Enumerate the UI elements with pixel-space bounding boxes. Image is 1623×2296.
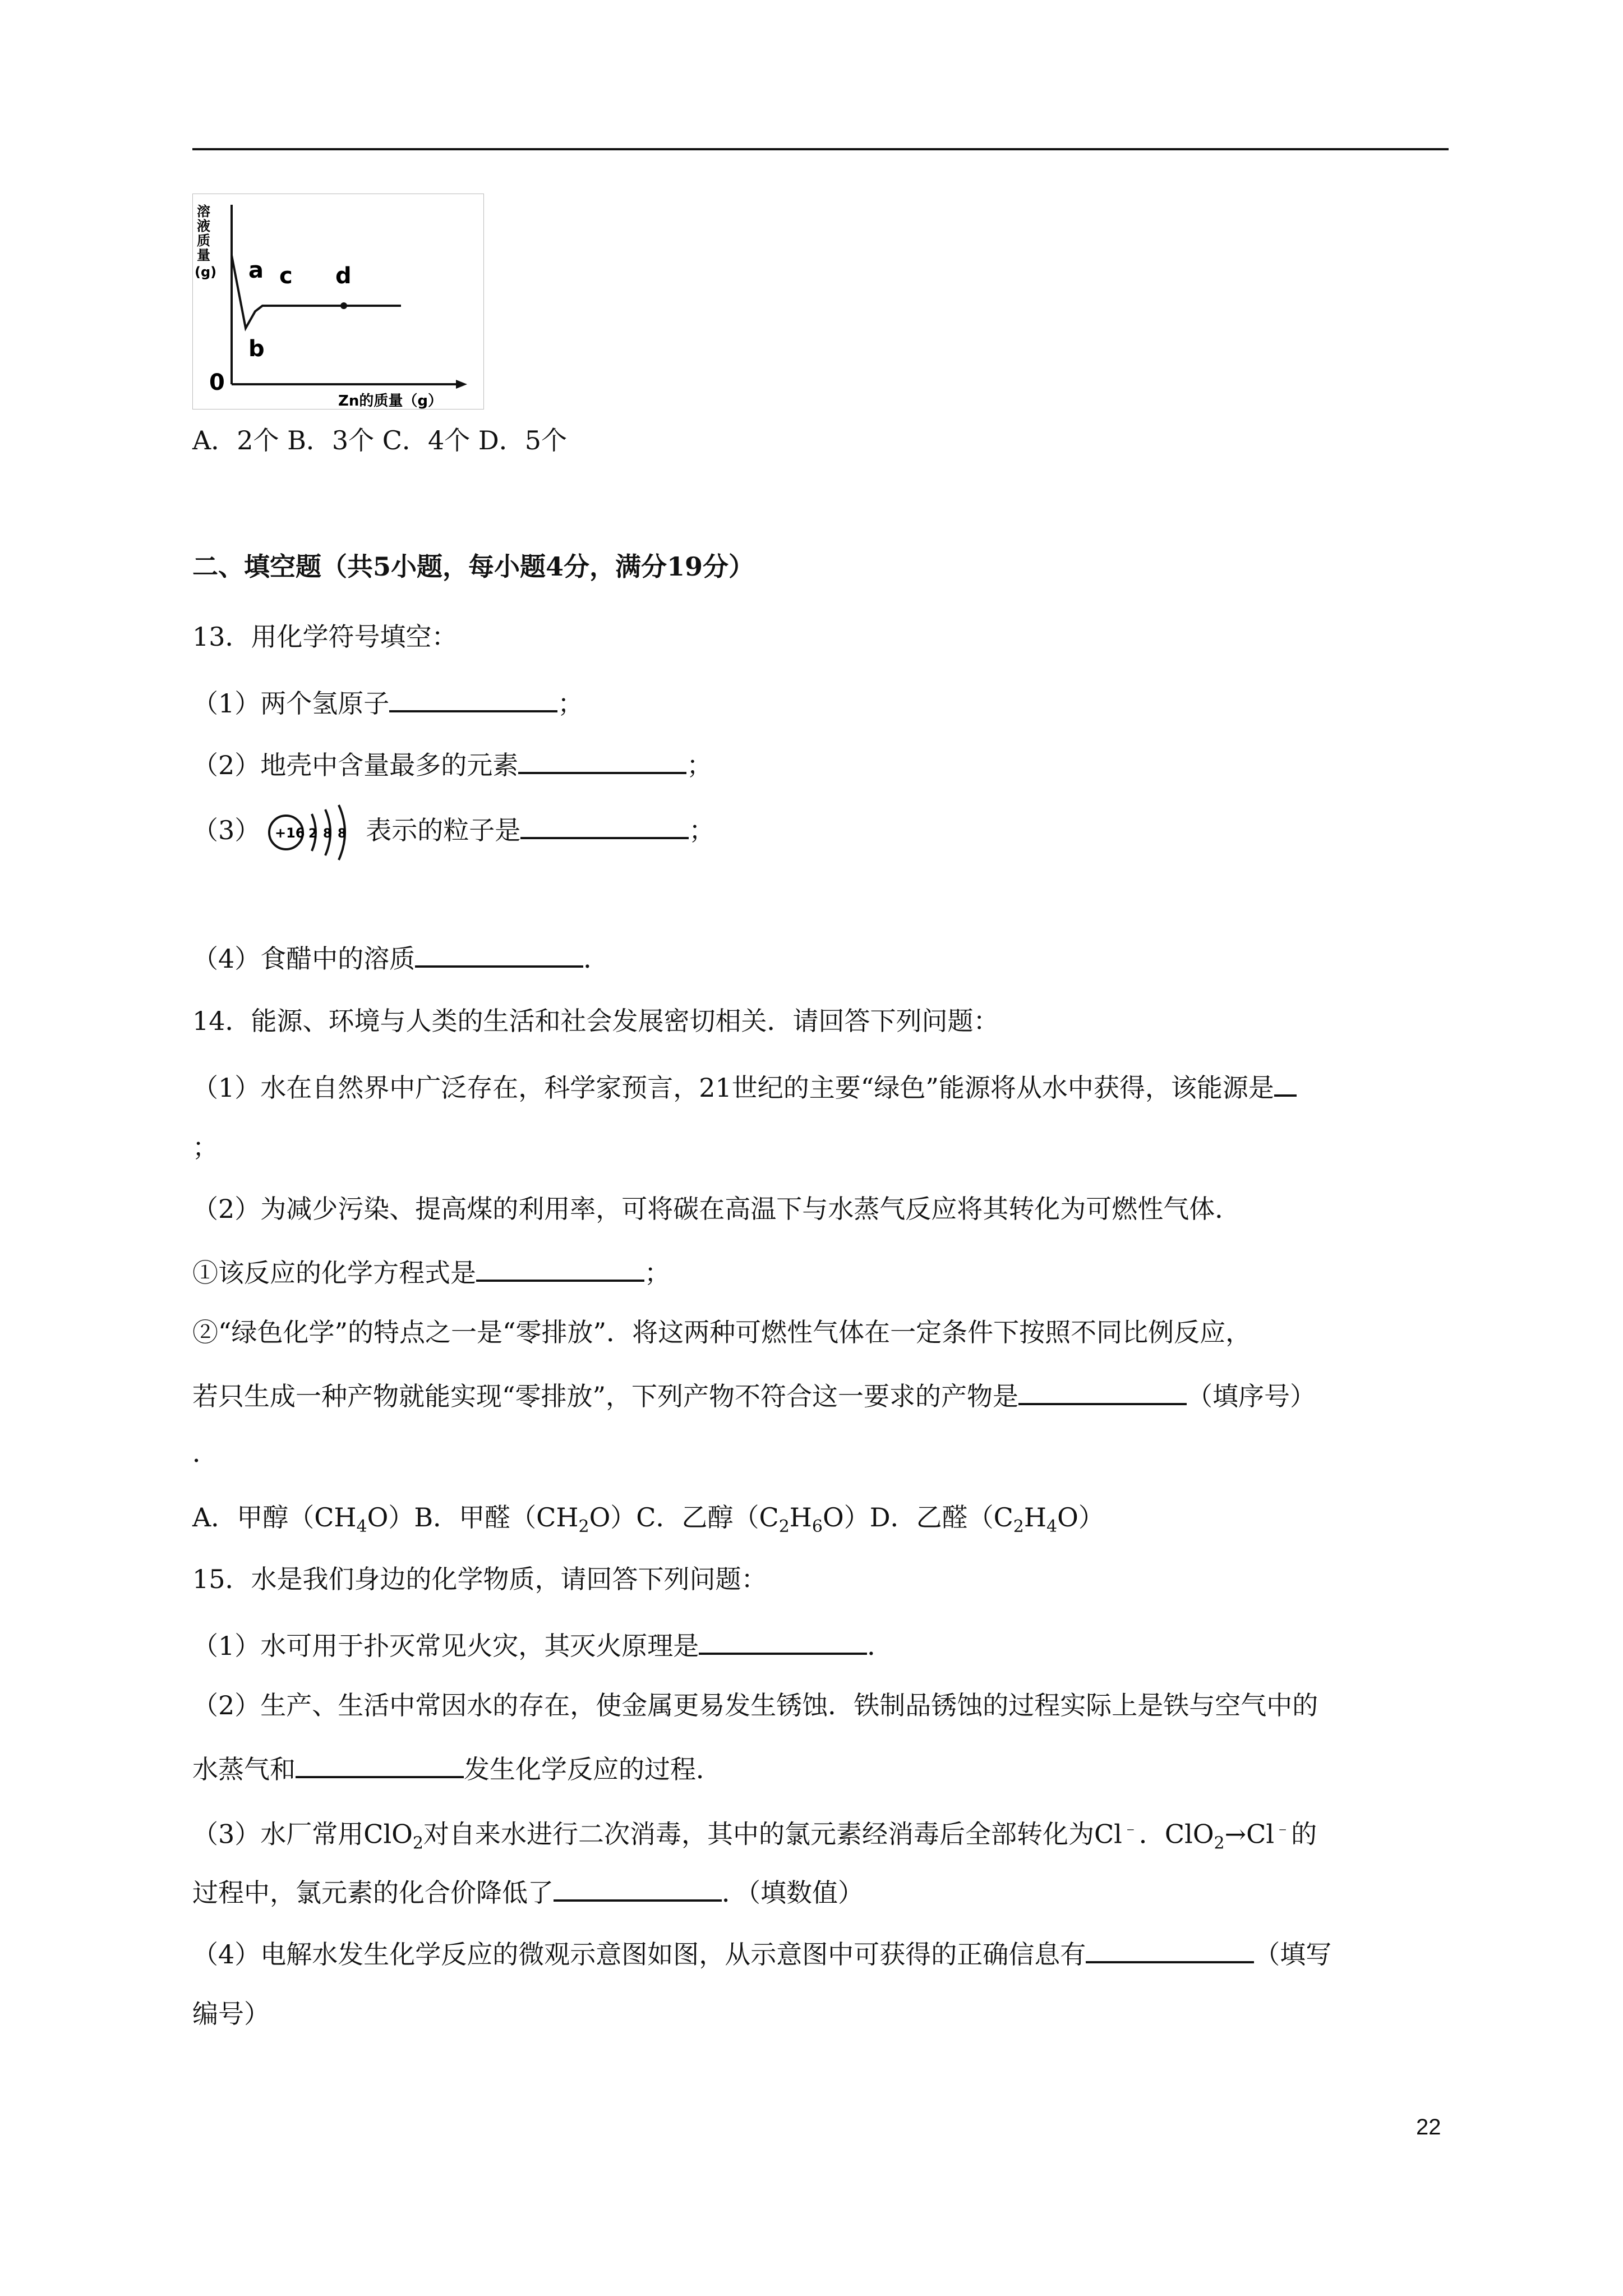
q14-option-a xyxy=(192,1502,414,1537)
q15-part3-line1 xyxy=(192,1812,1317,1851)
nucleus-charge: +16 xyxy=(275,825,305,841)
q15-part2-end: 发生化学反应的过程． xyxy=(464,1754,722,1784)
q15-p3-e: 的 xyxy=(1291,1819,1317,1849)
q14-part2b-line1: ②“绿色化学”的特点之一是“零排放”．将这两种可燃性气体在一定条件下按照不同比例反应， xyxy=(192,1317,1252,1347)
q15-p3-b: 对自来水进行二次消毒，其中的氯元素经消毒后全部转化为Cl xyxy=(423,1819,1122,1849)
q14-part2b-line3: ． xyxy=(192,1438,218,1468)
q13-part3 xyxy=(192,799,714,863)
q15-part2-line2 xyxy=(192,1750,722,1786)
q15-answer-blank-2[interactable] xyxy=(296,1750,464,1778)
q15-p3-sup2: ﹣ xyxy=(1274,1819,1292,1838)
q14-option-d xyxy=(869,1502,1104,1537)
q14-part2a-end: ； xyxy=(644,1258,670,1288)
header-rule xyxy=(192,148,1449,150)
q14-part2: （2）为减少污染、提高煤的利用率，可将碳在高温下与水蒸气反应将其转化为可燃性气体． xyxy=(192,1194,1241,1224)
q14-answer-blank-3[interactable] xyxy=(1018,1377,1187,1405)
q15-part1 xyxy=(192,1627,893,1663)
q13-part4-text: （4）食醋中的溶质 xyxy=(192,944,416,974)
option-d-mid: H xyxy=(1023,1502,1047,1533)
shell-1-electrons: 2 xyxy=(308,827,317,841)
option-d-sub1: 2 xyxy=(1013,1517,1024,1537)
q13-part1-text: （1）两个氢原子 xyxy=(192,688,390,719)
option-c-sub2: 6 xyxy=(811,1517,823,1537)
q13-part1 xyxy=(192,684,583,720)
q15-answer-blank-1[interactable] xyxy=(699,1627,867,1655)
y-label-2: 液 xyxy=(197,218,210,234)
sulfur-ion-structure-diagram xyxy=(262,802,363,863)
q13-part3-prefix: （3） xyxy=(192,815,261,845)
option-d-end: O） xyxy=(1057,1502,1104,1533)
q15-part3-end: ．（填数值） xyxy=(722,1878,864,1908)
q15-part2-line1: （2）生产、生活中常因水的存在，使金属更易发生锈蚀．铁制品锈蚀的过程实际上是铁与空气中的 xyxy=(192,1690,1318,1720)
q15-part4-text: （4）电解水发生化学反应的微观示意图如图，从示意图中可获得的正确信息有 xyxy=(192,1939,1086,1970)
x-axis-label: Zn的质量（g） xyxy=(338,393,442,409)
q13-answer-blank-3[interactable] xyxy=(520,811,689,839)
q14-part1 xyxy=(192,1069,1297,1105)
q12-options: A．2个 B．3个 C．4个 D．5个 xyxy=(192,425,568,455)
option-d-label: D．乙醛（C xyxy=(869,1502,1013,1533)
q15-part2-text: 水蒸气和 xyxy=(192,1754,296,1784)
q15-p3-sup1: ﹣ xyxy=(1122,1819,1139,1838)
q14-stem: 14．能源、环境与人类的生活和社会发展密切相关．请回答下列问题： xyxy=(192,1006,999,1036)
y-label-3: 质 xyxy=(197,233,210,249)
q14-options xyxy=(192,1501,1104,1537)
q13-stem: 13．用化学符号填空： xyxy=(192,622,458,652)
option-c-end: O） xyxy=(823,1502,870,1533)
q15-p3-a: （3）水厂常用ClO xyxy=(192,1819,413,1849)
option-d-sub2: 4 xyxy=(1046,1517,1058,1537)
q15-answer-blank-3[interactable] xyxy=(554,1874,722,1902)
q15-part3-text: 过程中，氯元素的化合价降低了 xyxy=(192,1878,554,1908)
origin-label: 0 xyxy=(209,370,225,395)
q14-part1-end: ； xyxy=(192,1132,218,1162)
point-c-label: c xyxy=(279,263,293,289)
q13-part3-end: ； xyxy=(689,815,715,845)
q14-part2b-end: （填序号） xyxy=(1187,1381,1316,1411)
q14-option-b xyxy=(414,1502,637,1537)
q14-answer-blank-1[interactable] xyxy=(1274,1069,1297,1097)
section2-title: 二、填空题（共5小题，每小题4分，满分19分） xyxy=(192,551,755,582)
point-d-dot xyxy=(340,302,347,309)
y-label-unit: (g) xyxy=(195,264,217,280)
shell-2-electrons: 8 xyxy=(323,827,332,841)
option-c-mid: H xyxy=(789,1502,812,1533)
point-a-label: a xyxy=(248,257,264,283)
option-c-label: C．乙醇（C xyxy=(636,1502,779,1533)
q15-part4-line1 xyxy=(192,1935,1331,1971)
y-label-4: 量 xyxy=(197,247,210,263)
zinc-mass-graph xyxy=(192,194,484,409)
q14-option-c xyxy=(636,1502,870,1537)
q15-part4-line2: 编号） xyxy=(192,1999,270,2029)
q14-answer-blank-2[interactable] xyxy=(476,1254,644,1282)
q15-part1-end: ． xyxy=(867,1631,893,1661)
q15-answer-blank-4[interactable] xyxy=(1086,1935,1254,1963)
q15-p3-sub2: 2 xyxy=(1214,1833,1225,1853)
option-a-label: A．甲醇（CH xyxy=(192,1502,357,1533)
q13-answer-blank-4[interactable] xyxy=(415,940,583,968)
q13-part2-end: ； xyxy=(686,750,713,780)
q13-part4 xyxy=(192,940,609,976)
q13-answer-blank-1[interactable] xyxy=(389,684,557,712)
q14-part2b-text: 若只生成一种产物就能实现“零排放”，下列产物不符合这一要求的产物是 xyxy=(192,1381,1019,1411)
page-number: 22 xyxy=(1416,2115,1441,2139)
q13-part2 xyxy=(192,746,712,782)
q14-part2a-text: ①该反应的化学方程式是 xyxy=(192,1258,476,1288)
q14-part2b-line2 xyxy=(192,1377,1316,1413)
point-d-label: d xyxy=(335,263,352,289)
q15-stem: 15．水是我们身边的化学物质，请回答下列问题： xyxy=(192,1564,767,1594)
q14-part1-text: （1）水在自然界中广泛存在，科学家预言，21世纪的主要“绿色”能源将从水中获得，该能源是 xyxy=(192,1073,1274,1103)
shell-3-electrons: 8 xyxy=(338,827,347,841)
q15-part3-line2 xyxy=(192,1874,864,1910)
q15-part4-end: （填写 xyxy=(1254,1939,1332,1970)
option-b-end: O） xyxy=(589,1502,637,1533)
q15-p3-sub1: 2 xyxy=(412,1833,423,1853)
q14-part2a xyxy=(192,1254,670,1290)
option-c-sub1: 2 xyxy=(778,1517,790,1537)
q13-part4-end: ． xyxy=(583,944,610,974)
q13-part1-end: ； xyxy=(557,688,584,719)
q15-p3-c: ．ClO xyxy=(1138,1819,1214,1849)
q15-p3-d: →Cl xyxy=(1224,1819,1275,1849)
q13-answer-blank-2[interactable] xyxy=(518,746,686,774)
option-a-sub: 4 xyxy=(356,1517,367,1537)
option-b-label: B．甲醛（CH xyxy=(414,1502,579,1533)
point-b-label: b xyxy=(248,336,265,362)
q13-part2-text: （2）地壳中含量最多的元素 xyxy=(192,750,519,780)
option-b-sub: 2 xyxy=(578,1517,589,1537)
option-a-end: O） xyxy=(367,1502,414,1533)
q15-part1-text: （1）水可用于扑灭常见火灾，其灭火原理是 xyxy=(192,1631,699,1661)
y-label-1: 溶 xyxy=(197,204,210,219)
q13-part3-text: 表示的粒子是 xyxy=(366,815,521,845)
